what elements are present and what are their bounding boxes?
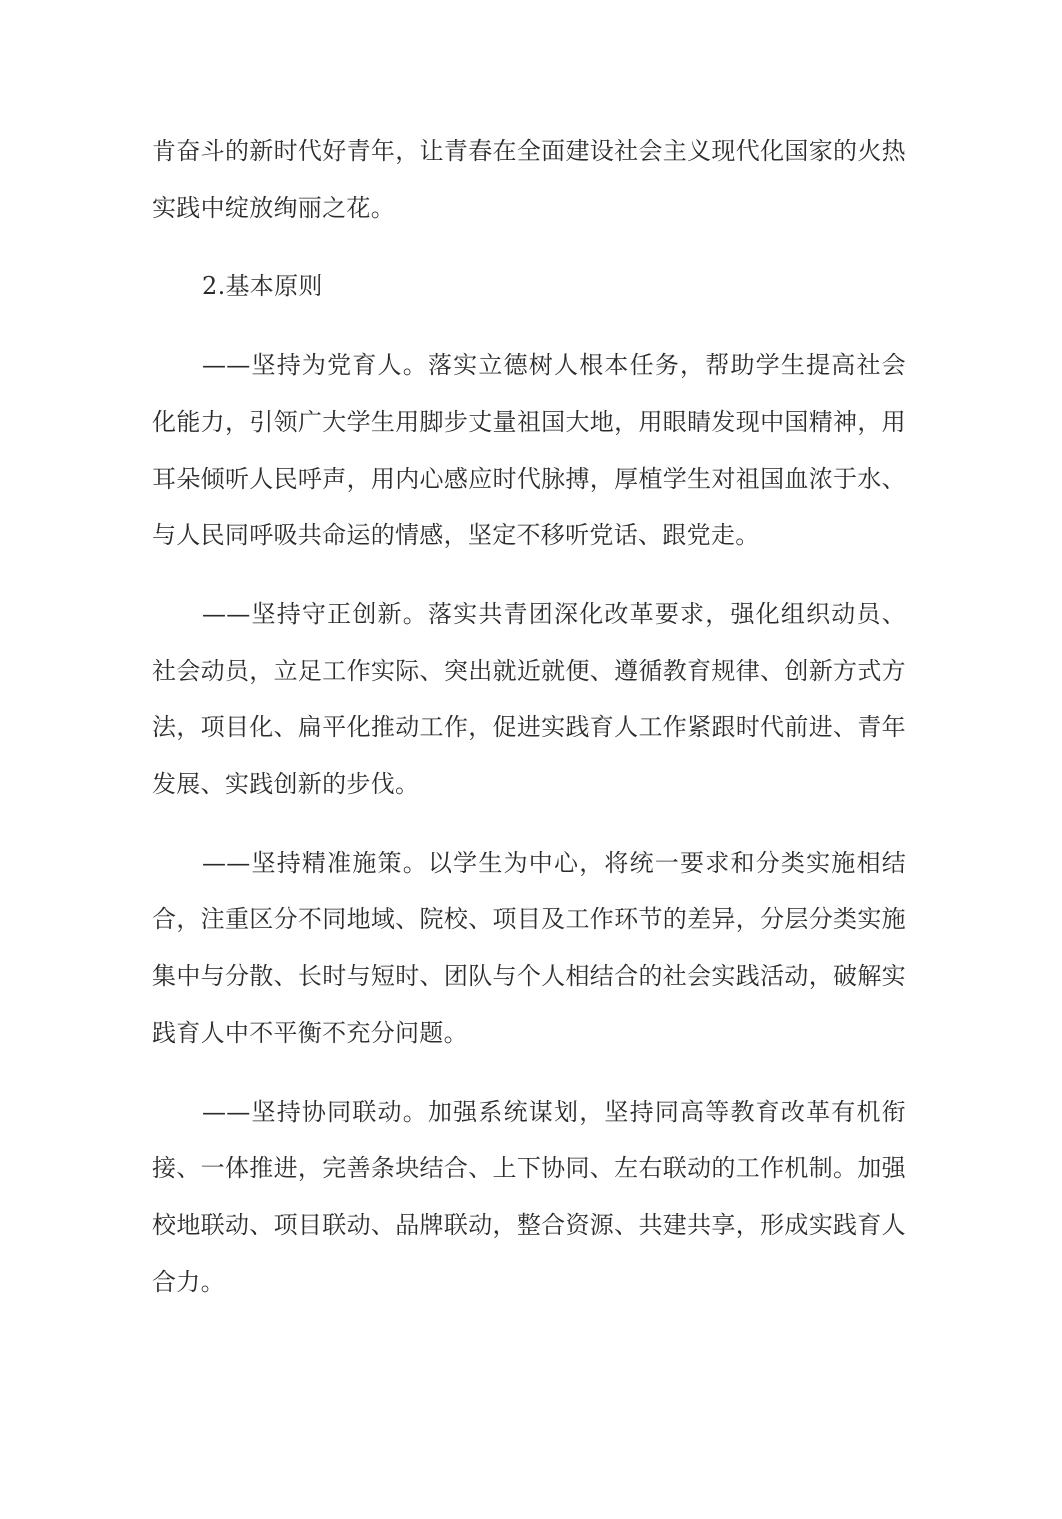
paragraph-principle-4: ——坚持协同联动。加强系统谋划，坚持同高等教育改革有机衔接、一体推进，完善条块结合、上下协同、左右联动的工作机制。加强校地联动、项目联动、品牌联动，整合资源、共建共享，形成实践育人合力。 xyxy=(152,1097,906,1296)
paragraph-principle-1: ——坚持为党育人。落实立德树人根本任务，帮助学生提高社会化能力，引领广大学生用脚步丈量祖国大地，用眼睛发现中国精神，用耳朵倾听人民呼声，用内心感应时代脉搏，厚植学生对祖国血浓于水、与人民同呼吸共命运的情感，坚定不移听党话、跟党走。 xyxy=(152,351,906,550)
document-body xyxy=(152,123,906,1310)
paragraph-principle-2: ——坚持守正创新。落实共青团深化改革要求，强化组织动员、社会动员，立足工作实际、突出就近就便、遵循教育规律、创新方式方法，项目化、扁平化推动工作，促进实践育人工作紧跟时代前进、青年发展、实践创新的步伐。 xyxy=(152,599,906,799)
paragraph-intro-continuation: 肯奋斗的新时代好青年，让青春在全面建设社会主义现代化国家的火热实践中绽放绚丽之花。 xyxy=(152,137,906,222)
paragraph-principle-3: ——坚持精准施策。以学生为中心，将统一要求和分类实施相结合，注重区分不同地域、院校、项目及工作环节的差异，分层分类实施集中与分散、长时与短时、团队与个人相结合的社会实践活动，破解实践育人中不平衡不充分问题。 xyxy=(152,848,906,1047)
section-heading: 2.基本原则 xyxy=(202,272,323,301)
